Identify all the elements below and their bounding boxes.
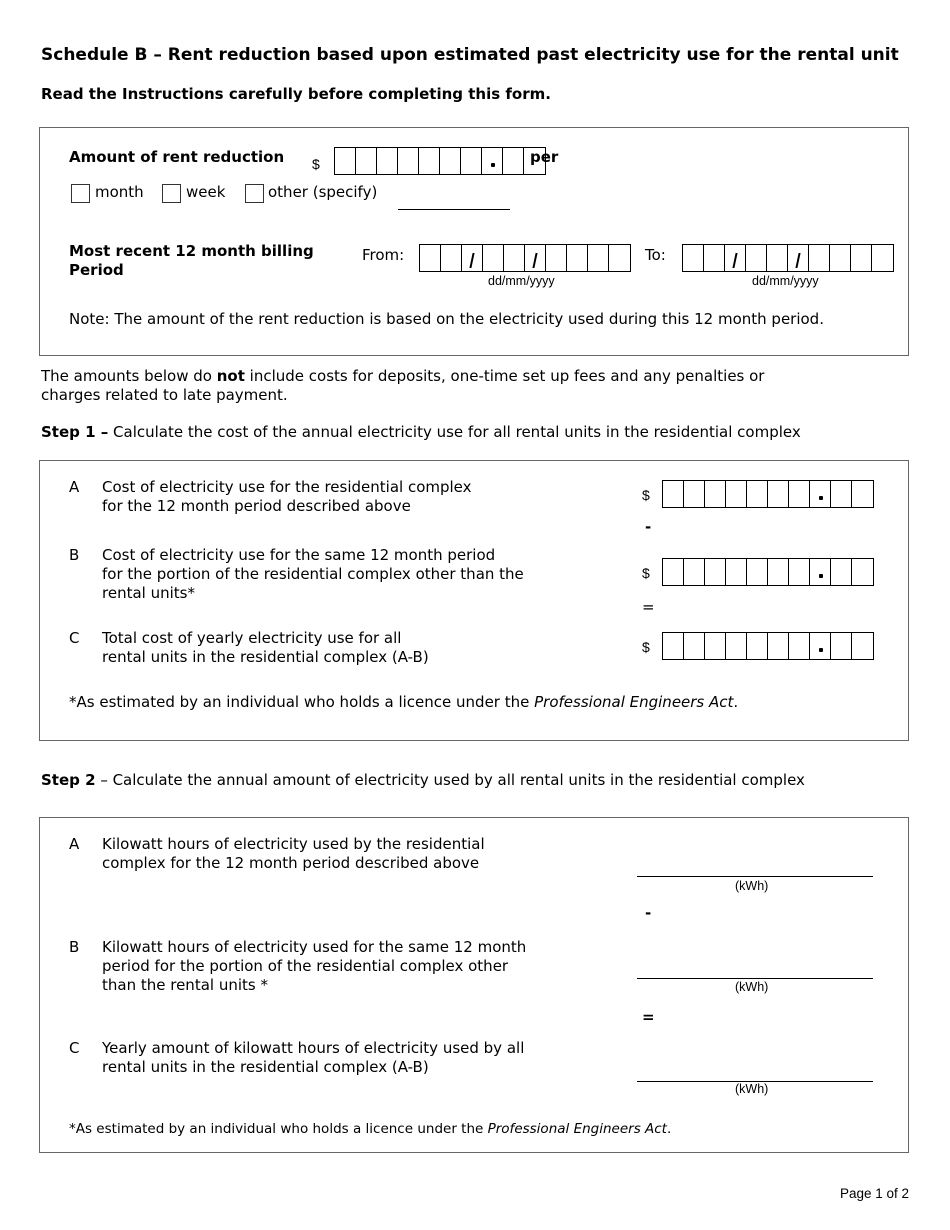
- from-label: From:: [362, 246, 405, 264]
- to-label: To:: [645, 246, 666, 264]
- amount-label: Amount of rent reduction: [69, 148, 285, 166]
- step1-minus: -: [645, 518, 652, 536]
- box1-note: Note: The amount of the rent reduction is based on the electricity used during this 12 month period.: [69, 310, 824, 328]
- instructions-notice: Read the Instructions carefully before completing this form.: [41, 85, 551, 103]
- other-specify-field[interactable]: [398, 209, 510, 210]
- step2-row-a-letter: A: [69, 835, 80, 853]
- step2-row-a-text: Kilowatt hours of electricity used by the residential complex for the 12 month period described above: [102, 835, 485, 872]
- other-label: other (specify): [268, 183, 378, 201]
- billing-period-label: Most recent 12 month billing: [69, 242, 314, 260]
- amount-input[interactable]: [334, 147, 546, 175]
- page-number: Page 1 of 2: [839, 1186, 909, 1201]
- other-checkbox[interactable]: [245, 184, 264, 203]
- from-date-input[interactable]: [419, 244, 631, 272]
- step1-row-c-letter: C: [69, 629, 80, 647]
- week-label: week: [186, 183, 226, 201]
- page-title: Schedule B – Rent reduction based upon estimated past electricity use for the rental unit: [41, 45, 899, 65]
- exclusion-paragraph: The amounts below do not include costs for deposits, one-time set up fees and any penalties or charges related to late payment.: [41, 367, 765, 404]
- month-label: month: [95, 183, 144, 201]
- step1-footnote: *As estimated by an individual who holds a licence under the Professional Engineers Act.: [69, 693, 739, 711]
- step2-row-a-unit: (kWh): [735, 879, 769, 893]
- step1-row-a-text: Cost of electricity use for the residential complex for the 12 month period described above: [102, 478, 472, 515]
- step2-heading: Step 2 – Calculate the annual amount of electricity used by all rental units in the residential complex: [41, 771, 805, 789]
- step1-row-c-text: Total cost of yearly electricity use for all rental units in the residential complex (A-B): [102, 629, 429, 666]
- currency-symbol: $: [312, 156, 320, 172]
- step2-row-b-unit: (kWh): [735, 980, 769, 994]
- step2-equals: =: [642, 1008, 655, 1026]
- step2-minus: -: [645, 904, 652, 922]
- step2-footnote: *As estimated by an individual who holds a licence under the Professional Engineers Act.: [69, 1121, 672, 1137]
- to-date-input[interactable]: [682, 244, 894, 272]
- step2-row-c-letter: C: [69, 1039, 80, 1057]
- step1-row-b-amount[interactable]: [662, 558, 874, 586]
- week-checkbox[interactable]: [162, 184, 181, 203]
- step2-row-c-text: Yearly amount of kilowatt hours of electricity used by all rental units in the residential complex (A-B): [102, 1039, 525, 1076]
- step1-row-b-letter: B: [69, 546, 80, 564]
- step1-row-c-currency: $: [642, 639, 650, 655]
- step2-row-c-unit: (kWh): [735, 1082, 769, 1096]
- step1-row-b-currency: $: [642, 565, 650, 581]
- step2-row-b-letter: B: [69, 938, 80, 956]
- step1-row-a-amount[interactable]: [662, 480, 874, 508]
- month-checkbox[interactable]: [71, 184, 90, 203]
- step2-row-b-kwh-field[interactable]: [637, 978, 873, 979]
- from-date-format: dd/mm/yyyy: [488, 274, 555, 288]
- step2-row-b-text: Kilowatt hours of electricity used for the same 12 month period for the portion of the residential complex other than the rental units *: [102, 938, 527, 994]
- step1-row-b-text: Cost of electricity use for the same 12 month period for the portion of the residential complex other than the rental units*: [102, 546, 524, 602]
- step2-row-a-kwh-field[interactable]: [637, 876, 873, 877]
- step1-row-a-currency: $: [642, 487, 650, 503]
- step1-heading: Step 1 – Calculate the cost of the annual electricity use for all rental units in the residential complex: [41, 423, 801, 441]
- step1-row-a-letter: A: [69, 478, 80, 496]
- per-label: per: [530, 148, 559, 166]
- step1-row-c-amount[interactable]: [662, 632, 874, 660]
- to-date-format: dd/mm/yyyy: [752, 274, 819, 288]
- billing-period-label-2: Period: [69, 261, 124, 279]
- step1-equals: =: [642, 598, 655, 616]
